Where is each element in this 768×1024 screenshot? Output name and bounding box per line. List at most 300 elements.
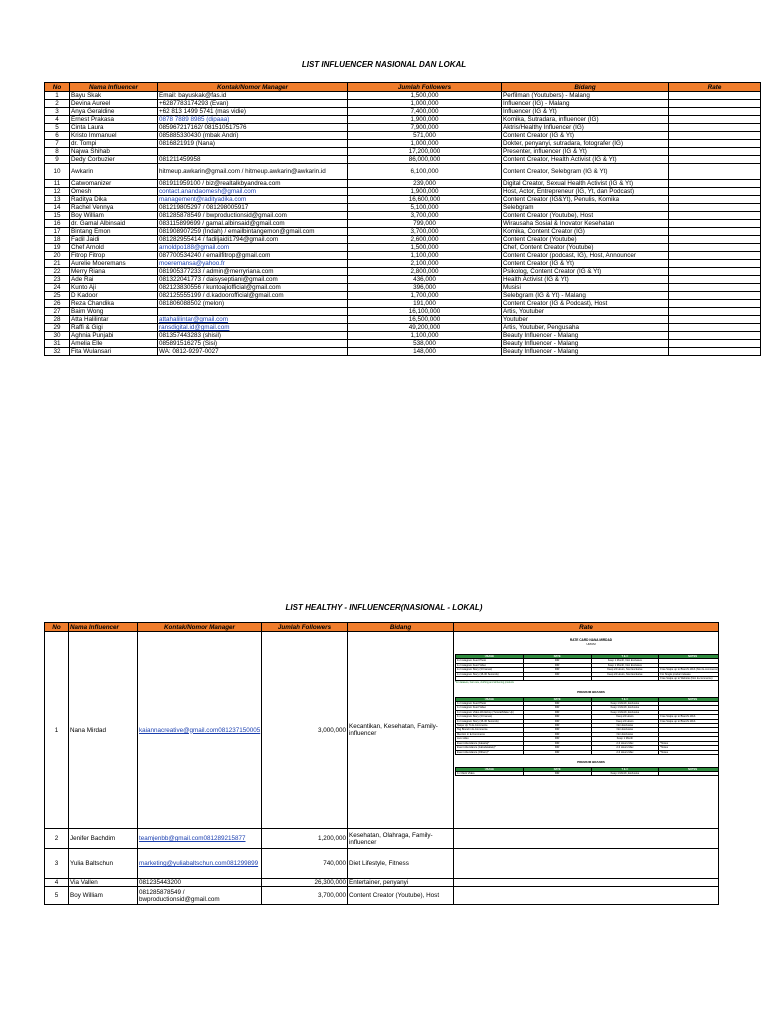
row-contact: 081911959100 / biz@realtalkbyandrea.com: [158, 180, 348, 188]
row-name: Merry Riana: [70, 268, 158, 276]
row-name: Raffi & Gigi: [70, 324, 158, 332]
row-followers: 538,000: [348, 340, 502, 348]
rate-card-cell: 2-3 Hours Max: [591, 741, 659, 745]
rate-card-cell: [523, 677, 591, 681]
row-contact: 085885330430 (mbak Andri): [158, 132, 348, 140]
col-header-no: No: [45, 83, 70, 92]
row-no: 8: [45, 148, 70, 156]
row-contact: 087700534240 / emailfitrop@gmail.com: [158, 252, 348, 260]
row-field: Kecantikan, Kesehatan, Family-influencer: [348, 632, 454, 829]
row-name: Ernest Prakasa: [70, 116, 158, 124]
rate-card-row: [456, 677, 719, 681]
row-field: Psikolog, Content Creator (IG & Yt): [502, 268, 669, 276]
rate-card-col-header: RATE: [523, 767, 591, 771]
table-row: [45, 276, 761, 284]
rate-card-umum-table: [455, 654, 719, 681]
rate-card-cell: IDR: [523, 719, 591, 723]
table-row: [45, 340, 761, 348]
row-no: 13: [45, 196, 70, 204]
row-no: 1: [45, 92, 70, 100]
rate-card-cell: Keep 1 Month, Non Exclusive: [591, 659, 659, 663]
rate-card-cell: 2-3 Hours Max: [591, 750, 659, 754]
row-name: Via Vallen: [69, 879, 138, 887]
row-followers: 191,000: [348, 300, 502, 308]
row-field: Artis, Youtuber: [502, 308, 669, 316]
rate-card-cell: 1x Instagram Feed Photo: [456, 659, 524, 663]
row-no: 5: [45, 124, 70, 132]
row-field: Selebgram: [502, 204, 669, 212]
row-name: Najwa Shihab: [70, 148, 158, 156]
rate-card-cell: IDR: [523, 724, 591, 728]
row-followers: 7,900,000: [348, 124, 502, 132]
rate-card-col-header: USAGE: [456, 767, 524, 771]
row-no: 3: [45, 108, 70, 116]
row-name: Aghnia Punjabi: [70, 332, 158, 340]
rate-card-col-header: T & C: [591, 697, 659, 701]
rate-card-cell: IDR: [523, 659, 591, 663]
rate-card-cell: Keep 24 Hours: [591, 719, 659, 723]
rate-card-col-header: T & C: [591, 655, 659, 659]
row-field: Kesehatan, Olahraga, Family-influencer: [348, 829, 454, 849]
row-name: Catwomanizer: [70, 180, 158, 188]
rate-card-cell: Swipe Up To E-Commerce: [456, 724, 524, 728]
row-contact[interactable]: attahalilintar@gmail.com: [158, 316, 348, 324]
row-name: Amelia Elle: [70, 340, 158, 348]
rate-card-col-header: NOTES: [659, 697, 719, 701]
row-name: Cinta Laura: [70, 124, 158, 132]
row-contact: WA: 0812-9297-0027: [158, 348, 348, 356]
col-header-contact: Kontak/Nomor Manager: [138, 623, 262, 632]
row-no: 7: [45, 140, 70, 148]
row-contact: 0816821919 (Nana): [158, 140, 348, 148]
rate-card-cell: Keep 1 Month, Exclusive: [591, 771, 659, 775]
row-no: 6: [45, 132, 70, 140]
table-row: [45, 324, 761, 332]
row-contact: 082123830556 / kuntoajiofficial@gmail.com: [158, 284, 348, 292]
rate-card-cell: Keep 24 Hours: [591, 715, 659, 719]
row-no: 30: [45, 332, 70, 340]
row-rate: [669, 180, 761, 188]
row-contact: [158, 148, 348, 156]
table-row: [45, 132, 761, 140]
row-field: Content Creator (podcast, IG), Host, Announcer: [502, 252, 669, 260]
row-rate: [669, 276, 761, 284]
row-no: 4: [45, 879, 69, 887]
healthy-influencer-table: [44, 622, 719, 905]
row-rate: [669, 132, 761, 140]
rate-card-cell: IDR: [523, 672, 591, 676]
rate-card-cell: 1x Instagram Feed Video: [456, 706, 524, 710]
row-field: Content Creator (IG & Podcast), Host: [502, 300, 669, 308]
row-rate: [669, 300, 761, 308]
row-followers: 3,700,000: [348, 228, 502, 236]
row-field: Komika, Sutradara, influencer (IG): [502, 116, 669, 124]
row-field: Musisi: [502, 284, 669, 292]
rate-card-col-header: RATE: [523, 655, 591, 659]
rate-card-title: RATE CARD NANA MIRDAD: [569, 638, 613, 642]
row-contact: 085967217162/ 081510517576: [158, 124, 348, 132]
row-no: 14: [45, 204, 70, 212]
rate-card-cell: For Single product release: [659, 672, 719, 676]
row-followers: 1,100,000: [348, 332, 502, 340]
col-header-contact: Kontak/Nomor Manager: [158, 83, 348, 92]
row-field: Diet Lifestyle, Fitness: [348, 849, 454, 879]
row-name: Fitrop Fitrop: [70, 252, 158, 260]
row-followers: 86,000,000: [348, 156, 502, 164]
row-name: Nana Mirdad: [69, 632, 138, 829]
row-field: Influencer (IG & Yt): [502, 108, 669, 116]
row-followers: 1,100,000: [348, 252, 502, 260]
rate-card-cell: IDR: [523, 706, 591, 710]
row-contact[interactable]: kaiannacreative@gmail.com081237150005: [138, 632, 262, 829]
row-followers: 16,600,000: [348, 196, 502, 204]
row-no: 24: [45, 284, 70, 292]
rate-card-cell: Keep 1 Month, Non Exclusive: [591, 663, 659, 667]
row-field: Beauty Influencer - Malang: [502, 332, 669, 340]
doc2-title: LIST HEALTHY - INFLUENCER(NASIONAL - LOKAL): [285, 603, 483, 612]
row-name: Dedy Corbuzier: [70, 156, 158, 164]
rate-card-cell: Keep 1 Month, Exclusive: [591, 710, 659, 714]
row-contact: 081357443283 (shisil): [158, 332, 348, 340]
row-no: 9: [45, 156, 70, 164]
col-header-rate: Rate: [454, 623, 719, 632]
table-row: [45, 156, 761, 164]
row-rate: [669, 284, 761, 292]
table-row: [45, 108, 761, 116]
rate-card-cell: IDR: [523, 663, 591, 667]
rate-card-cell: Non Exclusive: [591, 732, 659, 736]
row-no: 11: [45, 180, 70, 188]
row-no: 17: [45, 228, 70, 236]
rate-card-cell: IDR: [523, 732, 591, 736]
row-no: 32: [45, 348, 70, 356]
table-row: [45, 887, 719, 905]
rate-card-col-header: T & C: [591, 767, 659, 771]
rate-card-note: *for datasets, hair care, clothing and whitening products: [455, 681, 514, 685]
row-name: Baim Wong: [70, 308, 158, 316]
table-row: [45, 829, 719, 849]
row-contact: 081908907259 (Indah) / emailbintangemon@gmail.com: [158, 228, 348, 236]
row-name: Raditya Dika: [70, 196, 158, 204]
row-field: Beauty Influencer - Malang: [502, 348, 669, 356]
rate-card-cell: IDR: [523, 702, 591, 706]
row-contact: 083115899699 / gamal.albinsaid@gmail.com: [158, 220, 348, 228]
rate-card-cell: [454, 632, 719, 829]
row-contact[interactable]: arnoldpo188@gmail.com: [158, 244, 348, 252]
row-contact[interactable]: teamjenbb@gmail.com081289215877: [138, 829, 262, 849]
rate-card-cell: Keep 1 Month: [591, 737, 659, 741]
row-field: Influencer (IG) - Malang: [502, 100, 669, 108]
rate-card-cell: 1x Instagram Story (3 Frames): [456, 668, 524, 672]
rate-card-cell: 1x Instagram Story (3 Frames): [456, 715, 524, 719]
row-no: 5: [45, 887, 69, 905]
row-rate: [669, 100, 761, 108]
rate-card-premium2-table: [455, 767, 719, 777]
rate-card-cell: 1x Instagram Feed Photo: [456, 702, 524, 706]
row-contact[interactable]: management@radityadika.com: [158, 196, 348, 204]
row-field: Wirausaha Sosial & Inovator Kesehatan: [502, 220, 669, 228]
row-followers: 2,600,000: [348, 236, 502, 244]
table-row: [45, 228, 761, 236]
row-no: 2: [45, 100, 70, 108]
table-row: [45, 308, 761, 316]
row-name: Awkarin: [70, 164, 158, 180]
rate-card-cell: IDR: [523, 741, 591, 745]
rate-card-cell: Non Exclusive: [591, 724, 659, 728]
row-rate: [669, 228, 761, 236]
row-rate: [669, 140, 761, 148]
row-followers: 49,200,000: [348, 324, 502, 332]
rate-card-col-header: USAGE: [456, 697, 524, 701]
row-field: Selebgram (IG & Yt) - Malang: [502, 292, 669, 300]
row-name: Reza Chandika: [70, 300, 158, 308]
row-name: Kunto Aji: [70, 284, 158, 292]
col-header-field: Bidang: [502, 83, 669, 92]
row-contact[interactable]: marketing@yuliabaltschun.com081299899: [138, 849, 262, 879]
row-contact[interactable]: ransdigital.id@gmail.com: [158, 324, 348, 332]
rate-card-col-header: RATE: [523, 697, 591, 701]
row-name: Fadil Jaidi: [70, 236, 158, 244]
rate-card-cell: Live video: [456, 737, 524, 741]
row-no: 10: [45, 164, 70, 180]
table-header-row: [45, 623, 719, 632]
table-row: [45, 188, 761, 196]
row-followers: 16,500,000: [348, 316, 502, 324]
row-followers: 148,000: [348, 348, 502, 356]
row-followers: 17,200,000: [348, 148, 502, 156]
row-followers: 1,700,000: [348, 292, 502, 300]
row-name: Devina Aureel: [70, 100, 158, 108]
table-row: [45, 116, 761, 124]
rate-card-cell: Keep 1 Month, Exclusive: [591, 706, 659, 710]
row-no: 20: [45, 252, 70, 260]
rate-card-col-header: NOTES: [659, 767, 719, 771]
row-field: Aktris/Healthy Influencer (IG): [502, 124, 669, 132]
col-header-name: Nama Influencer: [69, 623, 138, 632]
rate-card-cell: IDR: [523, 771, 591, 775]
row-contact: hitmeup.awkarin@gmail.com / hitmeup.awkarin@awkarin.id: [158, 164, 348, 180]
row-no: 31: [45, 340, 70, 348]
rate-card-cell: Tag Brand in E-Commerce: [456, 728, 524, 732]
rate-card-premium-table: [455, 697, 719, 755]
row-name: Boy William: [69, 887, 138, 905]
row-followers: 6,100,000: [348, 164, 502, 180]
rate-card-cell: 1x Instagram Feed Video: [456, 663, 524, 667]
row-contact: Email: bayuskak@fas.id: [158, 92, 348, 100]
table-row: [45, 204, 761, 212]
row-followers: 1,500,000: [348, 244, 502, 252]
row-field: Artis, Youtuber, Pengusaha: [502, 324, 669, 332]
row-no: 2: [45, 829, 69, 849]
row-name: Boy William: [70, 212, 158, 220]
row-field: Digital Creator, Sexual Health Activist (IG & Yt): [502, 180, 669, 188]
row-no: 26: [45, 300, 70, 308]
rate-card-cell: IDR: [523, 710, 591, 714]
row-contact: 081905377233 / admin@merryriana.com: [158, 268, 348, 276]
rate-card-row: [456, 771, 719, 775]
row-rate: [454, 849, 719, 879]
row-name: Omesh: [70, 188, 158, 196]
rate-card-cell: Event Attendance (Others)*: [456, 750, 524, 754]
row-rate: [669, 108, 761, 116]
row-contact: 081219805297 / 081298005917: [158, 204, 348, 212]
row-no: 25: [45, 292, 70, 300]
row-rate: [669, 244, 761, 252]
row-contact: 081285878549 / bwproductionsid@gmail.com: [158, 212, 348, 220]
row-field: Content Creator (IG & Yt): [502, 260, 669, 268]
row-no: 1: [45, 632, 69, 829]
rate-card-cell: 1x Client Video: [456, 771, 524, 775]
row-followers: 26,300,000: [262, 879, 348, 887]
rate-card-row: [456, 750, 719, 754]
rate-card-cell: Keep 1 Month, Exclusive: [591, 702, 659, 706]
table-row: [45, 180, 761, 188]
row-no: 3: [45, 849, 69, 879]
row-name: Bintang Emon: [70, 228, 158, 236]
table-row: [45, 879, 719, 887]
table-header-row: [45, 83, 761, 92]
row-no: 19: [45, 244, 70, 252]
rate-card-cell: IDR: [523, 715, 591, 719]
rate-card-premium-title: PREMIUM BRANDS: [577, 690, 605, 695]
row-followers: 3,000,000: [262, 632, 348, 829]
rate-card-cell: Keep 24 Hours, Non Exclusive: [591, 668, 659, 672]
row-name: Rachel Vennya: [70, 204, 158, 212]
row-followers: 3,700,000: [262, 887, 348, 905]
row-rate: [669, 92, 761, 100]
row-name: dr. Tompi: [70, 140, 158, 148]
rate-card-cell: *Notes: [659, 750, 719, 754]
table-row: [45, 212, 761, 220]
row-followers: 799,000: [348, 220, 502, 228]
row-contact: 081211459958: [158, 156, 348, 164]
row-field: Content Creator, Selebgram (IG & Yt): [502, 164, 669, 180]
table-row: [45, 148, 761, 156]
row-followers: 239,000: [348, 180, 502, 188]
row-followers: 1,500,000: [348, 92, 502, 100]
row-field: Health Activist (IG & Yt): [502, 276, 669, 284]
table-row: [45, 220, 761, 228]
row-rate: [669, 164, 761, 180]
row-field: Content Creator (Youtube), Host: [502, 212, 669, 220]
doc1-title: LIST INFLUENCER NASIONAL DAN LOKAL: [301, 60, 467, 69]
row-rate: [454, 829, 719, 849]
row-name: Atta Halilintar: [70, 316, 158, 324]
row-no: 22: [45, 268, 70, 276]
table-row: [45, 252, 761, 260]
row-followers: 396,000: [348, 284, 502, 292]
row-no: 15: [45, 212, 70, 220]
row-name: Yulia Baltschun: [69, 849, 138, 879]
row-contact: [158, 308, 348, 316]
rate-card-cell: Mention in E-Commerce: [456, 732, 524, 736]
row-followers: 5,100,000: [348, 204, 502, 212]
rate-card-cell: 2-3 Hours Max: [591, 746, 659, 750]
table-row: [45, 316, 761, 324]
row-contact: +62 813 1499 5741 (mas vidie): [158, 108, 348, 116]
row-contact: 081282955414 / fadiljaidi1794@gmail.com: [158, 236, 348, 244]
rate-card-cell: IDR: [523, 737, 591, 741]
row-field: Content Creator (Youtube), Host: [348, 887, 454, 905]
rate-card-cell: Event Attendance (Jabodetabek)*: [456, 746, 524, 750]
rate-card-cell: Free Swipe up to Brand's Web: [659, 715, 719, 719]
col-header-rate: Rate: [669, 83, 761, 92]
rate-card-cell: [659, 771, 719, 775]
rate-card-cell: Keep 24 Hours, Non Exclusive: [591, 672, 659, 676]
table-row: [45, 632, 719, 829]
row-rate: [669, 252, 761, 260]
table-row: [45, 260, 761, 268]
table-row: [45, 244, 761, 252]
row-field: Presenter, influencer (IG & Yt): [502, 148, 669, 156]
row-rate: [669, 212, 761, 220]
row-contact: 081285878549 / bwproductionsid@gmail.com: [138, 887, 262, 905]
row-contact[interactable]: 0878 7889 8985 (dipaaa): [158, 116, 348, 124]
row-no: 29: [45, 324, 70, 332]
row-name: Anya Geraldine: [70, 108, 158, 116]
rate-card-cell: Free Swipe up to Website (Non E-commerce): [659, 677, 719, 681]
row-followers: 16,100,000: [348, 308, 502, 316]
row-followers: 1,200,000: [262, 829, 348, 849]
table-row: [45, 100, 761, 108]
row-no: 4: [45, 116, 70, 124]
row-field: Chef, Content Creator (Youtube): [502, 244, 669, 252]
rate-card-cell: IDR: [523, 668, 591, 672]
row-rate: [669, 324, 761, 332]
col-header-no: No: [45, 623, 69, 632]
rate-card-subtitle: UMUM: [586, 642, 596, 646]
row-rate: [454, 887, 719, 905]
influencer-table: [44, 82, 761, 356]
row-no: 16: [45, 220, 70, 228]
row-rate: [669, 204, 761, 212]
rate-card-cell: *Notes: [659, 746, 719, 750]
rate-card-cell: 1x Instagram Video Workshop (Tutorial/Make Up): [456, 710, 524, 714]
row-rate: [669, 220, 761, 228]
row-contact[interactable]: moeremansa@yahoo.fr: [158, 260, 348, 268]
row-contact: 081235443200: [138, 879, 262, 887]
row-followers: 2,100,000: [348, 260, 502, 268]
row-field: Content Creator (IG & Yt): [502, 132, 669, 140]
row-no: 23: [45, 276, 70, 284]
row-rate: [669, 236, 761, 244]
row-rate: [669, 156, 761, 164]
row-followers: 1,000,000: [348, 100, 502, 108]
row-followers: 7,400,000: [348, 108, 502, 116]
rate-card-cell: 1x Instagram Story (15-30 Seconds): [456, 719, 524, 723]
row-followers: 436,000: [348, 276, 502, 284]
row-rate: [669, 260, 761, 268]
table-row: [45, 292, 761, 300]
row-field: Komika, Content Creator (IG): [502, 228, 669, 236]
row-followers: 1,000,000: [348, 140, 502, 148]
row-followers: 740,000: [262, 849, 348, 879]
table-row: [45, 164, 761, 180]
col-header-field: Bidang: [348, 623, 454, 632]
row-rate: [669, 268, 761, 276]
rate-card-cell: [456, 677, 524, 681]
row-field: Dokter, penyanyi, sutradara, fotografer (IG): [502, 140, 669, 148]
row-field: Perfilman (Youtubers) - Malang: [502, 92, 669, 100]
row-contact: 085891516275 (Sisi): [158, 340, 348, 348]
rate-card-cell: [591, 677, 659, 681]
row-contact: 082125555199 / d.kadoorofficial@gmail.com: [158, 292, 348, 300]
table-row: [45, 92, 761, 100]
row-name: Jenifer Bachdim: [69, 829, 138, 849]
rate-card-cell: IDR: [523, 746, 591, 750]
row-contact[interactable]: contact.anandaomesh@gmail.com: [158, 188, 348, 196]
row-name: Aurelie Moeremans: [70, 260, 158, 268]
